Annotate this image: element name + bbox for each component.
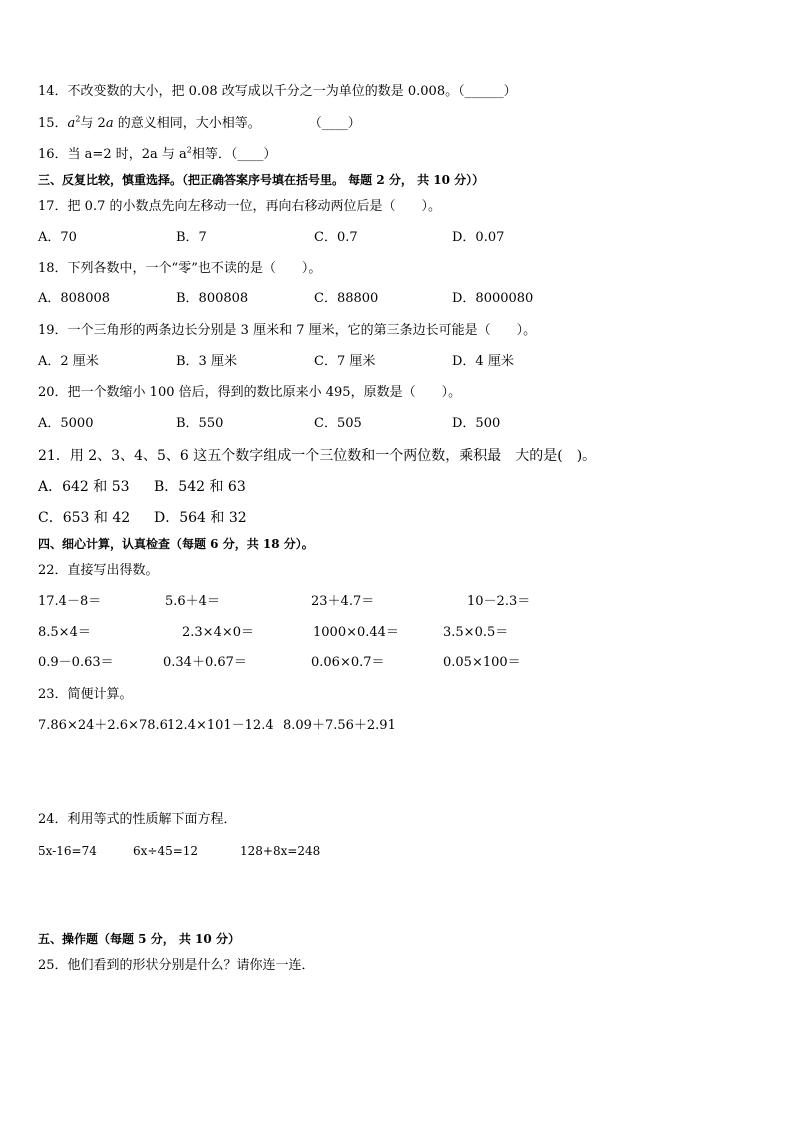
q15-rest: 的意义相同，大小相等。 xyxy=(113,116,261,131)
q21-option-b[interactable]: B．542 和 63 xyxy=(154,479,246,495)
q18-option-d[interactable]: D．8000080 xyxy=(452,291,534,306)
q17-option-a[interactable]: A．70 xyxy=(38,230,77,245)
question-25: 25．他们看到的形状分别是什么？请你连一连． xyxy=(38,958,315,973)
q17-option-c[interactable]: C．0.7 xyxy=(314,230,358,245)
question-16 xyxy=(38,147,276,163)
simplify-item[interactable]: 12.4×101－12.4 xyxy=(167,718,274,733)
calc-item[interactable]: 10－2.3＝ xyxy=(467,594,531,609)
q18-option-c[interactable]: C．88800 xyxy=(314,291,379,306)
simplify-item[interactable]: 7.86×24＋2.6×78.6 xyxy=(38,718,168,733)
equation-item[interactable]: 6x÷45=12 xyxy=(133,844,199,858)
q18-option-b[interactable]: B．800808 xyxy=(176,291,249,306)
question-22: 22．直接写出得数。 xyxy=(38,563,159,578)
q18-option-a[interactable]: A．808008 xyxy=(38,291,111,306)
calc-item[interactable]: 23＋4.7＝ xyxy=(311,594,375,609)
q16-pre: 16．当 a=2 时，2a 与 a xyxy=(38,147,187,162)
q20-option-b[interactable]: B．550 xyxy=(176,416,224,431)
q21-option-c[interactable]: C．653 和 42 xyxy=(38,510,131,526)
calc-item[interactable]: 3.5×0.5＝ xyxy=(443,625,509,640)
simplify-item[interactable]: 8.09＋7.56＋2.91 xyxy=(283,718,396,733)
q21-option-d[interactable]: D．564 和 32 xyxy=(154,510,247,526)
question-18: 18．下列各数中，一个“零”也不读的是（ ）。 xyxy=(38,261,322,276)
calc-item[interactable]: 0.05×100＝ xyxy=(443,655,521,670)
q21-option-a[interactable]: A．642 和 53 xyxy=(38,479,130,495)
q16-post[interactable]: 相等．（____） xyxy=(191,147,277,162)
question-15 xyxy=(38,116,361,132)
q15-var-a: a xyxy=(67,116,76,131)
calc-item[interactable]: 1000×0.44＝ xyxy=(313,625,399,640)
q19-option-a[interactable]: A．2 厘米 xyxy=(38,354,99,369)
question-23: 23．简便计算。 xyxy=(38,687,133,702)
q17-option-b[interactable]: B．7 xyxy=(176,230,207,245)
q15-var-a2: a xyxy=(105,116,114,131)
question-21: 21．用 2、3、4、5、6 这五个数字组成一个三位数和一个两位数，乘积最 大的是( )。 xyxy=(38,448,597,464)
equation-item[interactable]: 128+8x=248 xyxy=(240,844,321,858)
q15-mid: 与 2 xyxy=(80,116,106,131)
q15-number: 15． xyxy=(38,116,68,131)
q19-option-d[interactable]: D．4 厘米 xyxy=(452,354,514,369)
q19-option-c[interactable]: C．7 厘米 xyxy=(314,354,376,369)
calc-item[interactable]: 0.34＋0.67＝ xyxy=(163,655,247,670)
section-3-title: 三、反复比较，慎重选择。（把正确答案序号填在括号里。 每题 2 分， 共 10 分）） xyxy=(38,173,485,187)
q16-exponent: 2 xyxy=(186,145,192,155)
section-5-title: 五、操作题（每题 5 分， 共 10 分） xyxy=(38,932,240,946)
q20-option-c[interactable]: C．505 xyxy=(314,416,362,431)
question-20: 20．把一个数缩小 100 倍后，得到的数比原来小 495，原数是（ ）。 xyxy=(38,385,462,400)
q20-option-a[interactable]: A．5000 xyxy=(38,416,94,431)
equation-item[interactable]: 5x-16=74 xyxy=(38,844,97,858)
calc-item[interactable]: 17.4－8＝ xyxy=(38,594,102,609)
calc-item[interactable]: 8.5×4＝ xyxy=(38,625,91,640)
q15-answer-blank[interactable]: （____） xyxy=(308,116,361,131)
calc-item[interactable]: 0.9－0.63＝ xyxy=(38,655,114,670)
calc-item[interactable]: 0.06×0.7＝ xyxy=(311,655,385,670)
calc-item[interactable]: 2.3×4×0＝ xyxy=(182,625,255,640)
question-19: 19．一个三角形的两条边长分别是 3 厘米和 7 厘米，它的第三条边长可能是（ ）。 xyxy=(38,323,537,338)
q20-option-d[interactable]: D．500 xyxy=(452,416,501,431)
calc-item[interactable]: 5.6＋4＝ xyxy=(165,594,220,609)
q17-option-d[interactable]: D．0.07 xyxy=(452,230,505,245)
q15-exponent: 2 xyxy=(75,114,81,124)
question-24: 24．利用等式的性质解下面方程． xyxy=(38,812,237,827)
question-14: 14．不改变数的大小，把 0.08 改写成以千分之一为单位的数是 0.008。（______） xyxy=(38,84,517,99)
section-4-title: 四、细心计算，认真检查（每题 6 分，共 18 分）。 xyxy=(38,537,314,551)
question-17: 17．把 0.7 的小数点先向左移动一位，再向右移动两位后是（ ）。 xyxy=(38,199,441,214)
q19-option-b[interactable]: B．3 厘米 xyxy=(176,354,237,369)
